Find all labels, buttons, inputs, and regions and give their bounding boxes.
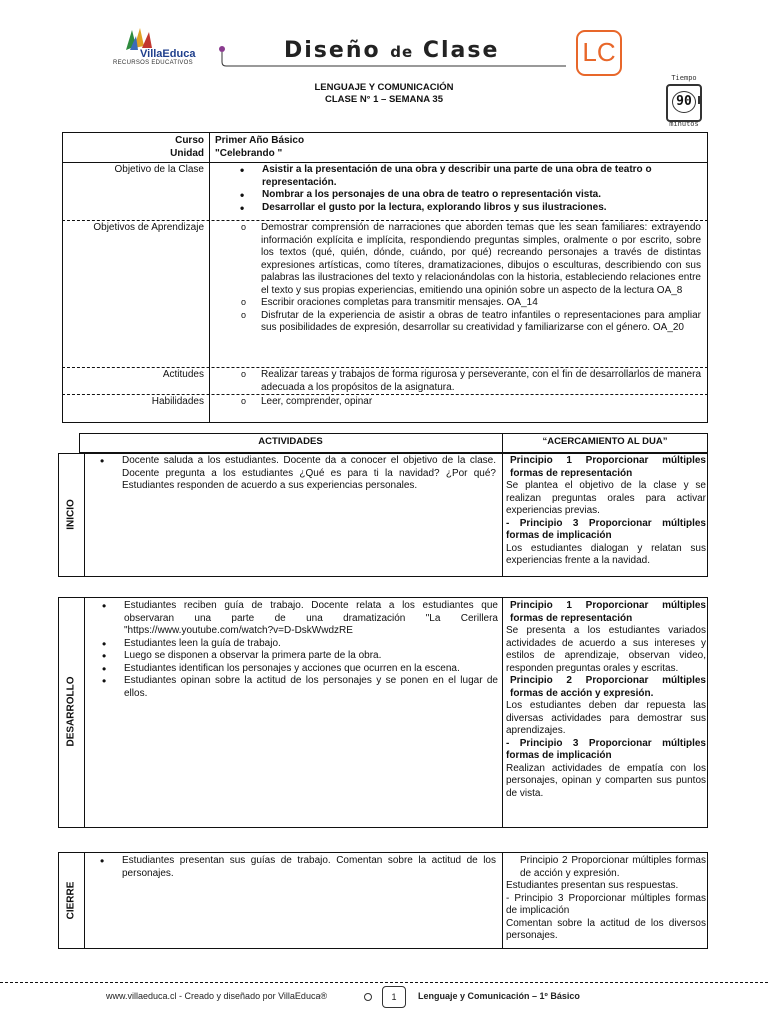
habilidades-label: Habilidades (151, 396, 204, 407)
inicio-activities (94, 455, 496, 493)
cierre-dua (506, 855, 706, 943)
timer-box (666, 84, 702, 122)
aprendizaje-label: Objetivos de Aprendizaje (93, 222, 204, 233)
timer-value: 90 (672, 91, 696, 113)
lc-badge: LC (576, 30, 622, 76)
page-title: Diseño de Clase (284, 38, 500, 63)
subject-title: LENGUAJE Y COMUNICACIÓN CLASE N° 1 – SEMANA 35 (314, 82, 454, 105)
actitudes-list (233, 369, 701, 394)
curso-value: Primer Año Básico (215, 135, 305, 146)
timer-top-label: Tiempo (671, 74, 697, 82)
col-actividades: ACTIVIDADES (258, 436, 323, 447)
stage-label-cierre: CIERRE (65, 881, 77, 920)
footer-course: Lenguaje y Comunicación – 1º Básico (418, 991, 580, 1001)
list-item: o Demostrar comprensión de narraciones que aborden temas que les sean familiares: extrayendo información explícita e implícita, respondiendo preguntas simples, oralmente o por escrito, sobre los textos (qué, quién, dónde, cuándo, por qué) recreando personajes a través de distintas expresiones artísticas, como títeres, dramatizaciones, dibujos o esculturas, describiendo con sus palabras las ilustraciones del texto y relacionándolas con la historia, estableciendo relaciones entre el texto y sus propias experiencias, emitiendo una opinión sobre un aspecto de la lectura OA_8 (233, 222, 701, 297)
desarrollo-label-divider (84, 597, 85, 828)
logo-subtitle: RECURSOS EDUCATIVOS (113, 60, 193, 66)
unidad-value: "Celebrando " (215, 148, 283, 159)
list-item: o Escribir oraciones completas para transmitir mensajes. OA_14 (233, 297, 701, 310)
aprendizaje-list (233, 222, 701, 335)
desarrollo-activities (96, 600, 498, 700)
list-item: o Disfrutar de la experiencia de asistir a obras de teatro infantiles o representaciones para ampliar sus posibilidades de expresión, desarrollar su creatividad y familiarizarse con el género. OA_20 (233, 310, 701, 335)
dua-principle-text: Realizan actividades de empatía con los personajes, opinan y comparten sus puntos de vista. (506, 762, 706, 799)
dua-principle-text: Se plantea el objetivo de la clase y se realizan preguntas orales para activar experiencias previas. (506, 480, 706, 516)
list-item: • Desarrollar el gusto por la lectura, explorando libros y sus ilustraciones. (234, 202, 674, 215)
curso-label: Curso (175, 135, 204, 146)
info-line-4 (62, 394, 708, 395)
dua-principle-title: Principio 1 Proporcionar múltiples formas de representación (510, 600, 706, 624)
objetivos-list (234, 164, 674, 214)
cierre-activities (94, 855, 496, 880)
list-item: • Docente saluda a los estudiantes. Docente da a conocer el objetivo de la clase. Docente pregunta a los estudiantes ¿Qué es para ti la navidad? ¿Por qué? Estudiantes responden de acuerdo a sus experiencias personales. (94, 455, 496, 493)
dua-principle-title: Principio 2 Proporcionar múltiples formas de acción y expresión. (510, 675, 706, 699)
list-item: • Asistir a la presentación de una obra y describir una parte de una obra de teatro o representación. (234, 164, 674, 189)
dua-principle-text: Los estudiantes deben dar repuesta las diversas actividades para demostrar sus aprendizajes. (506, 700, 706, 736)
dua-principle-title: - Principio 3 Proporcionar múltiples formas de implicación (506, 517, 706, 541)
stage-label-desarrollo: DESARROLLO (65, 676, 77, 747)
dua-principle-title: Principio 1 Proporcionar múltiples formas de representación (510, 455, 706, 479)
list-item: • Estudiantes leen la guía de trabajo. (96, 638, 498, 651)
list-item: o Leer, comprender, opinar (233, 396, 701, 409)
cierre-dua-divider (502, 852, 503, 949)
info-line-2 (62, 220, 708, 221)
col-dua: “ACERCAMIENTO AL DUA” (542, 436, 668, 447)
inicio-dua (506, 455, 706, 568)
dua-principle-title: - Principio 3 Proporcionar múltiples formas de implicación (506, 737, 706, 761)
dua-principle-text: Se presenta a los estudiantes variados actividades de acuerdo a sus intereses y estilos de aprendizaje, observan video, responden preguntas orales y escritas. (506, 625, 706, 674)
list-item: • Estudiantes identifican los personajes y acciones que ocurren en la escena. (96, 663, 498, 676)
page-number: 1 (382, 986, 406, 1008)
unidad-label: Unidad (170, 148, 204, 159)
timer-bottom-label: minutos (669, 120, 699, 128)
footer-site: www.villaeduca.cl - Creado y diseñado por VillaEduca® (106, 991, 328, 1001)
list-item: • Estudiantes reciben guía de trabajo. Docente relata a los estudiantes que observaran una parte de una dramatización "La Cerillera "https://www.youtube.com/watch?v=D-DskWwdzRE (96, 600, 498, 638)
info-divider (209, 132, 210, 423)
list-item: • Nombrar a los personajes de una obra de teatro o representación vista. (234, 189, 674, 202)
stage-label-inicio: INICIO (65, 499, 77, 530)
inicio-label-divider (84, 453, 85, 577)
dua-principle-text: Estudiantes presentan sus respuestas. (506, 880, 679, 891)
dua-principle-text: Los estudiantes dialogan y relatan sus experiencias frente a la navidad. (506, 542, 706, 566)
desarrollo-dua (506, 600, 706, 800)
list-item: o Realizar tareas y trabajos de forma rigurosa y perseverante, con el fin de desarrollarlos de manera adecuada a los propósitos de la asignatura. (233, 369, 701, 394)
cierre-label-divider (84, 852, 85, 949)
footer-circle-icon (364, 993, 372, 1001)
header (0, 0, 768, 130)
dua-principle-title: - Principio 3 Proporcionar múltiples formas de implicación (506, 892, 706, 916)
habilidades-list (233, 396, 701, 409)
actitudes-label: Actitudes (162, 369, 204, 380)
inicio-dua-divider (502, 453, 503, 577)
desarrollo-dua-divider (502, 597, 503, 828)
dua-principle-text: Comentan sobre la actitud de los diversos personajes. (506, 917, 706, 941)
list-item: • Estudiantes opinan sobre la actitud de los personajes y se ponen en el lugar de ellos. (96, 675, 498, 700)
dua-principle-title: Principio 2 Proporcionar múltiples formas de acción y expresión. (520, 855, 706, 879)
info-line-1 (62, 162, 708, 163)
footer-separator (0, 982, 768, 983)
timer-knob-icon (698, 96, 702, 104)
logo-name: VillaEduca (140, 48, 196, 60)
info-line-3 (62, 367, 708, 368)
objetivo-label: Objetivo de la Clase (114, 164, 204, 175)
list-item: • Estudiantes presentan sus guías de trabajo. Comentan sobre la actitud de los personajes. (94, 855, 496, 880)
list-item: • Luego se disponen a observar la primera parte de la obra. (96, 650, 498, 663)
